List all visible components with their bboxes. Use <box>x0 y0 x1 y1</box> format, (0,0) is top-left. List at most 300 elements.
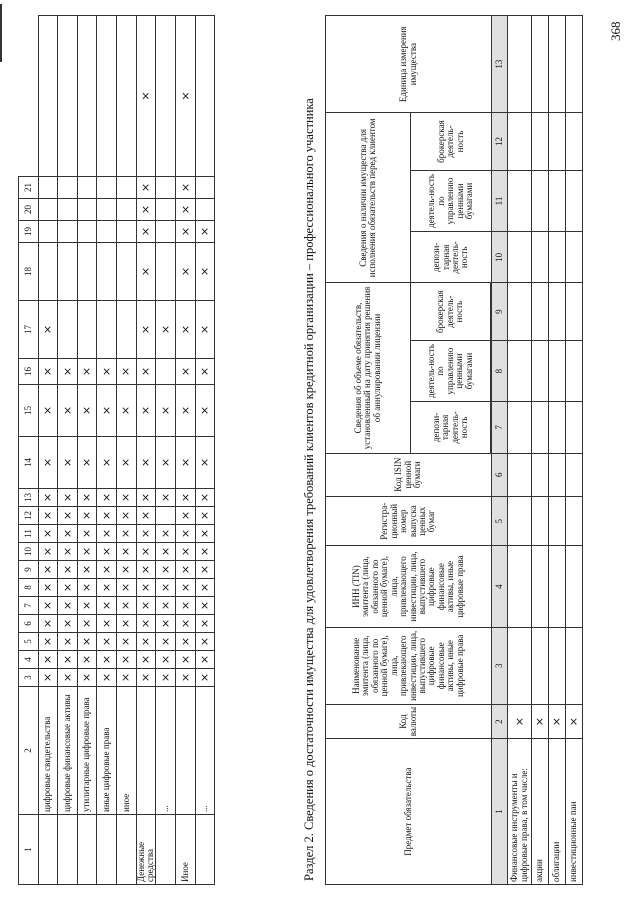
table-row <box>566 16 583 885</box>
cell-mark: × <box>195 489 215 507</box>
cell-mark: × <box>136 359 156 385</box>
cell-mark: × <box>195 525 215 543</box>
empty-cell <box>549 496 566 546</box>
empty-cell <box>566 453 583 496</box>
empty-cell <box>532 170 549 231</box>
header-currency: Код валюты <box>326 704 492 738</box>
column-number: 16 <box>19 359 39 385</box>
cell-mark: × <box>97 561 117 579</box>
cell-mark <box>97 243 117 301</box>
column-number-row <box>492 16 508 885</box>
column-number: 10 <box>19 543 39 561</box>
cell-mark <box>156 177 176 199</box>
header-isin: Код ISIN ценной бумаги <box>326 453 492 496</box>
column-number: 13 <box>19 489 39 507</box>
cell-mark: × <box>116 597 136 615</box>
cell-mark <box>38 221 58 243</box>
cell-mark: × <box>136 525 156 543</box>
empty-cell <box>532 402 549 453</box>
cell-mark: × <box>38 437 58 489</box>
cell-mark: × <box>136 177 156 199</box>
empty-cell <box>549 170 566 231</box>
cell-mark <box>97 16 117 177</box>
header-brokerage-2: брокерская деятель-ность <box>411 113 492 170</box>
cell-mark: × <box>136 243 156 301</box>
empty-cell <box>532 627 549 704</box>
empty-cell <box>508 16 532 113</box>
row-label-1 <box>195 815 215 885</box>
row-label-2: цифровые свидетельства <box>38 687 58 815</box>
row-label-1: Денежные средства <box>136 815 156 885</box>
row-label-2: цифровые финансовые активы <box>58 687 78 815</box>
lower-table <box>325 15 583 885</box>
cell-mark: × <box>116 525 136 543</box>
column-number: 15 <box>19 385 39 437</box>
column-number: 7 <box>492 402 508 453</box>
column-number: 1 <box>492 739 508 885</box>
cell-mark <box>58 199 78 221</box>
cell-mark <box>58 177 78 199</box>
empty-cell <box>508 340 532 401</box>
row-label-1: Иное <box>176 815 196 885</box>
cell-mark: × <box>136 437 156 489</box>
cell-mark: × <box>77 633 97 651</box>
cell-mark: × <box>77 579 97 597</box>
cell-mark: × <box>176 177 196 199</box>
header-subject: Предмет обязательства <box>326 739 492 885</box>
table-row <box>58 16 78 885</box>
column-number: 8 <box>19 579 39 597</box>
cell-mark <box>58 301 78 359</box>
row-label-2: иное <box>116 687 136 815</box>
empty-cell <box>566 232 583 283</box>
empty-cell <box>532 340 549 401</box>
column-number: 20 <box>19 199 39 221</box>
cell-mark <box>58 221 78 243</box>
cell-mark: × <box>195 579 215 597</box>
cell-mark: × <box>38 359 58 385</box>
cell-mark <box>116 16 136 177</box>
cell-mark: × <box>77 615 97 633</box>
row-label: инвестиционные паи <box>566 739 583 885</box>
cell-mark: × <box>136 489 156 507</box>
cell-mark: × <box>77 543 97 561</box>
cell-mark <box>77 243 97 301</box>
cell-mark: × <box>176 525 196 543</box>
cell-mark: × <box>116 579 136 597</box>
header-property-presence: Сведения о наличии имущества для исполнения обязательств перед клиентом <box>326 113 411 283</box>
cell-mark <box>97 177 117 199</box>
cell-mark: × <box>136 597 156 615</box>
column-number: 3 <box>19 669 39 687</box>
empty-cell <box>549 283 566 340</box>
cell-mark: × <box>38 543 58 561</box>
cell-mark: × <box>38 507 58 525</box>
cell-mark: × <box>156 301 176 359</box>
cell-mark: × <box>58 507 78 525</box>
table-row <box>136 16 156 885</box>
cell-mark <box>97 199 117 221</box>
cell-mark: × <box>77 437 97 489</box>
cell-mark: × <box>176 651 196 669</box>
cell-mark: × <box>77 651 97 669</box>
cell-mark <box>156 359 176 385</box>
cell-mark: × <box>156 651 176 669</box>
column-number: 11 <box>492 170 508 231</box>
cell-mark: × <box>116 385 136 437</box>
column-number: 21 <box>19 177 39 199</box>
header-management-2: деятель-ность по управлению ценными бумагами <box>411 170 492 231</box>
table-row <box>176 16 196 885</box>
cell-mark: × <box>97 669 117 687</box>
cell-mark: × <box>38 633 58 651</box>
cell-mark: × <box>116 489 136 507</box>
cell-mark: × <box>195 221 215 243</box>
empty-cell <box>566 283 583 340</box>
cell-mark: × <box>176 633 196 651</box>
row-label-1 <box>58 815 78 885</box>
cell-mark: × <box>176 16 196 177</box>
cell-mark <box>116 301 136 359</box>
cell-mark: × <box>176 507 196 525</box>
page-number: 368 <box>608 21 623 41</box>
cell-mark: × <box>97 597 117 615</box>
table-row <box>38 16 58 885</box>
cell-mark: × <box>195 615 215 633</box>
cell-mark: × <box>38 615 58 633</box>
row-label-1 <box>38 815 58 885</box>
empty-cell <box>549 402 566 453</box>
cell-mark: × <box>116 633 136 651</box>
cell-mark: × <box>38 561 58 579</box>
header-issuer-inn: ИНН (TIN) эмитента (лица, обязанного по ценной бумаге), лица, привлекающего инвестиции, лица, выпустившего цифровые финансовые активы, иные цифровые права <box>326 546 492 627</box>
cell-mark <box>195 199 215 221</box>
table-row <box>549 16 566 885</box>
cell-mark: × <box>116 561 136 579</box>
row-label: акции <box>532 739 549 885</box>
cell-mark: × <box>77 525 97 543</box>
cell-mark: × <box>176 221 196 243</box>
cell-mark: × <box>136 507 156 525</box>
empty-cell <box>508 627 532 704</box>
empty-cell <box>508 283 532 340</box>
cell-mark: × <box>136 221 156 243</box>
empty-cell <box>549 16 566 113</box>
empty-cell <box>508 546 532 627</box>
cell-mark: × <box>116 669 136 687</box>
empty-cell <box>532 113 549 170</box>
cell-mark: × <box>136 615 156 633</box>
table-row <box>156 16 176 885</box>
cell-mark: × <box>195 669 215 687</box>
cell-mark: × <box>97 437 117 489</box>
header-management-1: деятель-ность по управлению ценными бумагами <box>411 340 491 401</box>
table-row <box>508 16 532 885</box>
column-number: 14 <box>19 437 39 489</box>
cell-mark: × <box>38 525 58 543</box>
header-unit: Единица измерения имущества <box>326 16 492 113</box>
column-number: 6 <box>492 453 508 496</box>
cell-mark <box>195 16 215 177</box>
column-number: 4 <box>19 651 39 669</box>
cell-mark: × <box>97 359 117 385</box>
column-number: 12 <box>19 507 39 525</box>
cell-mark: × <box>156 543 176 561</box>
cell-mark: × <box>156 437 176 489</box>
empty-cell <box>532 496 549 546</box>
cell-mark: × <box>58 543 78 561</box>
section-title: Раздел 2. Сведения о достаточности имущества для удовлетворения требований клиентов кредитной организации – профессионального участника <box>302 98 316 881</box>
cell-mark <box>156 16 176 177</box>
cell-mark: × <box>195 597 215 615</box>
cell-mark: × <box>77 561 97 579</box>
header-obligation-volume: Сведения об объеме обязательств, установленный на дату принятия решения об аннулировании лицензии <box>326 283 411 453</box>
cell-mark: × <box>195 301 215 359</box>
row-label-2: утилитарные цифровые права <box>77 687 97 815</box>
empty-cell <box>566 402 583 453</box>
row-label-2: ... <box>156 687 176 815</box>
empty-cell <box>508 113 532 170</box>
column-number: 13 <box>492 16 508 113</box>
column-number: 10 <box>492 232 508 283</box>
cell-mark <box>38 199 58 221</box>
column-number: 17 <box>19 301 39 359</box>
cell-mark: × <box>176 489 196 507</box>
cell-mark: × <box>38 489 58 507</box>
cell-mark: × <box>97 579 117 597</box>
cell-mark <box>58 16 78 177</box>
cell-mark: × <box>136 579 156 597</box>
empty-cell <box>532 546 549 627</box>
cell-mark <box>156 507 176 525</box>
cell-mark: × <box>136 385 156 437</box>
cell-mark: × <box>136 669 156 687</box>
cell-mark <box>116 177 136 199</box>
cell-mark: × <box>38 579 58 597</box>
cell-mark: × <box>38 597 58 615</box>
cell-mark <box>116 243 136 301</box>
table-row <box>97 16 117 885</box>
empty-cell <box>566 170 583 231</box>
cell-mark: × <box>176 437 196 489</box>
empty-cell <box>549 627 566 704</box>
cell-mark <box>156 199 176 221</box>
cell-mark: × <box>58 359 78 385</box>
empty-cell <box>566 627 583 704</box>
empty-cell <box>566 546 583 627</box>
cell-mark: × <box>176 615 196 633</box>
cell-mark: × <box>38 669 58 687</box>
cell-mark: × <box>77 359 97 385</box>
cell-mark: × <box>97 651 117 669</box>
cell-mark <box>97 301 117 359</box>
column-number: 11 <box>19 525 39 543</box>
empty-cell <box>566 496 583 546</box>
empty-cell <box>549 546 566 627</box>
empty-cell <box>532 453 549 496</box>
cell-mark: × <box>176 385 196 437</box>
empty-cell <box>508 402 532 453</box>
cell-mark <box>77 221 97 243</box>
cell-mark: × <box>77 597 97 615</box>
cell-mark: × <box>195 243 215 301</box>
upper-table <box>18 15 215 885</box>
cell-mark: × <box>549 704 566 738</box>
table-row <box>116 16 136 885</box>
column-number: 9 <box>492 283 508 340</box>
empty-cell <box>532 283 549 340</box>
cell-mark <box>58 243 78 301</box>
column-number: 2 <box>492 704 508 738</box>
cell-mark: × <box>156 669 176 687</box>
cell-mark: × <box>58 561 78 579</box>
cell-mark: × <box>136 633 156 651</box>
empty-cell <box>508 170 532 231</box>
cell-mark: × <box>176 243 196 301</box>
cell-mark: × <box>195 651 215 669</box>
row-label: Финансовые инструменты и цифровые права, в том числе: <box>508 739 532 885</box>
cell-mark: × <box>176 561 196 579</box>
column-number: 18 <box>19 243 39 301</box>
column-number: 12 <box>492 113 508 170</box>
column-number: 6 <box>19 615 39 633</box>
empty-cell <box>532 16 549 113</box>
cell-mark <box>97 221 117 243</box>
cell-mark: × <box>58 651 78 669</box>
empty-cell <box>549 340 566 401</box>
cell-mark: × <box>195 359 215 385</box>
upper-header-row <box>19 16 39 885</box>
cell-mark: × <box>195 561 215 579</box>
empty-cell <box>532 232 549 283</box>
cell-mark: × <box>532 704 549 738</box>
header-brokerage-1: брокерская деятель-ность <box>411 283 491 340</box>
cell-mark: × <box>195 543 215 561</box>
column-number: 4 <box>492 546 508 627</box>
cell-mark: × <box>58 633 78 651</box>
column-number: 7 <box>19 597 39 615</box>
row-label-2: ... <box>195 687 215 815</box>
empty-cell <box>508 453 532 496</box>
row-label-2 <box>176 687 196 815</box>
cell-mark: × <box>77 669 97 687</box>
empty-cell <box>508 232 532 283</box>
cell-mark: × <box>176 543 196 561</box>
column-number: 9 <box>19 561 39 579</box>
cell-mark: × <box>97 543 117 561</box>
row-label-1 <box>116 815 136 885</box>
cell-mark <box>38 243 58 301</box>
cell-mark: × <box>136 199 156 221</box>
cell-mark: × <box>176 669 196 687</box>
cell-mark: × <box>176 301 196 359</box>
cell-mark: × <box>116 651 136 669</box>
table-row <box>77 16 97 885</box>
cell-mark <box>77 16 97 177</box>
column-number: 1 <box>19 815 39 885</box>
cell-mark: × <box>58 579 78 597</box>
cell-mark: × <box>116 359 136 385</box>
cell-mark <box>77 301 97 359</box>
empty-cell <box>549 232 566 283</box>
cell-mark: × <box>97 385 117 437</box>
cell-mark: × <box>136 561 156 579</box>
cell-mark: × <box>97 507 117 525</box>
cell-mark: × <box>156 561 176 579</box>
cell-mark: × <box>116 543 136 561</box>
header-depository-1: депози-тарная деятель-ность <box>411 402 491 453</box>
cell-mark: × <box>156 615 176 633</box>
header-issuer-name: Наименование эмитента (лица, обязанного по ценной бумаге), лица, привлекающего инвестиции, лица, выпустившего цифровые финансовые активы, иные цифровые права <box>326 627 492 704</box>
cell-mark: × <box>566 704 583 738</box>
cell-mark: × <box>97 633 117 651</box>
cell-mark: × <box>156 489 176 507</box>
column-number: 19 <box>19 221 39 243</box>
cell-mark: × <box>136 16 156 177</box>
cell-mark <box>195 177 215 199</box>
column-number: 5 <box>492 496 508 546</box>
cell-mark: × <box>38 301 58 359</box>
empty-cell <box>566 340 583 401</box>
cell-mark <box>116 221 136 243</box>
empty-cell <box>566 113 583 170</box>
cell-mark <box>156 243 176 301</box>
cell-mark: × <box>38 651 58 669</box>
cell-mark: × <box>176 597 196 615</box>
cell-mark: × <box>97 615 117 633</box>
column-number: 5 <box>19 633 39 651</box>
cell-mark: × <box>116 615 136 633</box>
row-label-1 <box>156 815 176 885</box>
cell-mark: × <box>195 385 215 437</box>
cell-mark: × <box>77 385 97 437</box>
cell-mark: × <box>195 633 215 651</box>
cell-mark: × <box>116 437 136 489</box>
cell-mark: × <box>156 525 176 543</box>
column-number: 3 <box>492 627 508 704</box>
cell-mark: × <box>156 597 176 615</box>
empty-cell <box>508 496 532 546</box>
cell-mark: × <box>77 489 97 507</box>
header-reg-number: Регистра-ционный номер выпуска ценных бумаг <box>326 496 492 546</box>
empty-cell <box>549 113 566 170</box>
cell-mark: × <box>136 301 156 359</box>
cell-mark: × <box>136 543 156 561</box>
cell-mark: × <box>176 199 196 221</box>
cell-mark: × <box>58 615 78 633</box>
cell-mark: × <box>97 525 117 543</box>
empty-cell <box>566 16 583 113</box>
cell-mark: × <box>58 385 78 437</box>
table-row <box>532 16 549 885</box>
cell-mark <box>38 177 58 199</box>
cell-mark: × <box>176 579 196 597</box>
cell-mark: × <box>38 385 58 437</box>
cell-mark: × <box>156 579 176 597</box>
cell-mark: × <box>195 507 215 525</box>
column-number: 2 <box>19 687 39 815</box>
cell-mark: × <box>156 633 176 651</box>
row-label-2 <box>136 687 156 815</box>
cell-mark: × <box>116 507 136 525</box>
cell-mark: × <box>58 597 78 615</box>
cell-mark: × <box>156 385 176 437</box>
cell-mark <box>77 199 97 221</box>
header-depository-2: депози-тарная деятель-ность <box>411 232 492 283</box>
cell-mark: × <box>58 437 78 489</box>
cell-mark <box>77 177 97 199</box>
cell-mark: × <box>176 359 196 385</box>
